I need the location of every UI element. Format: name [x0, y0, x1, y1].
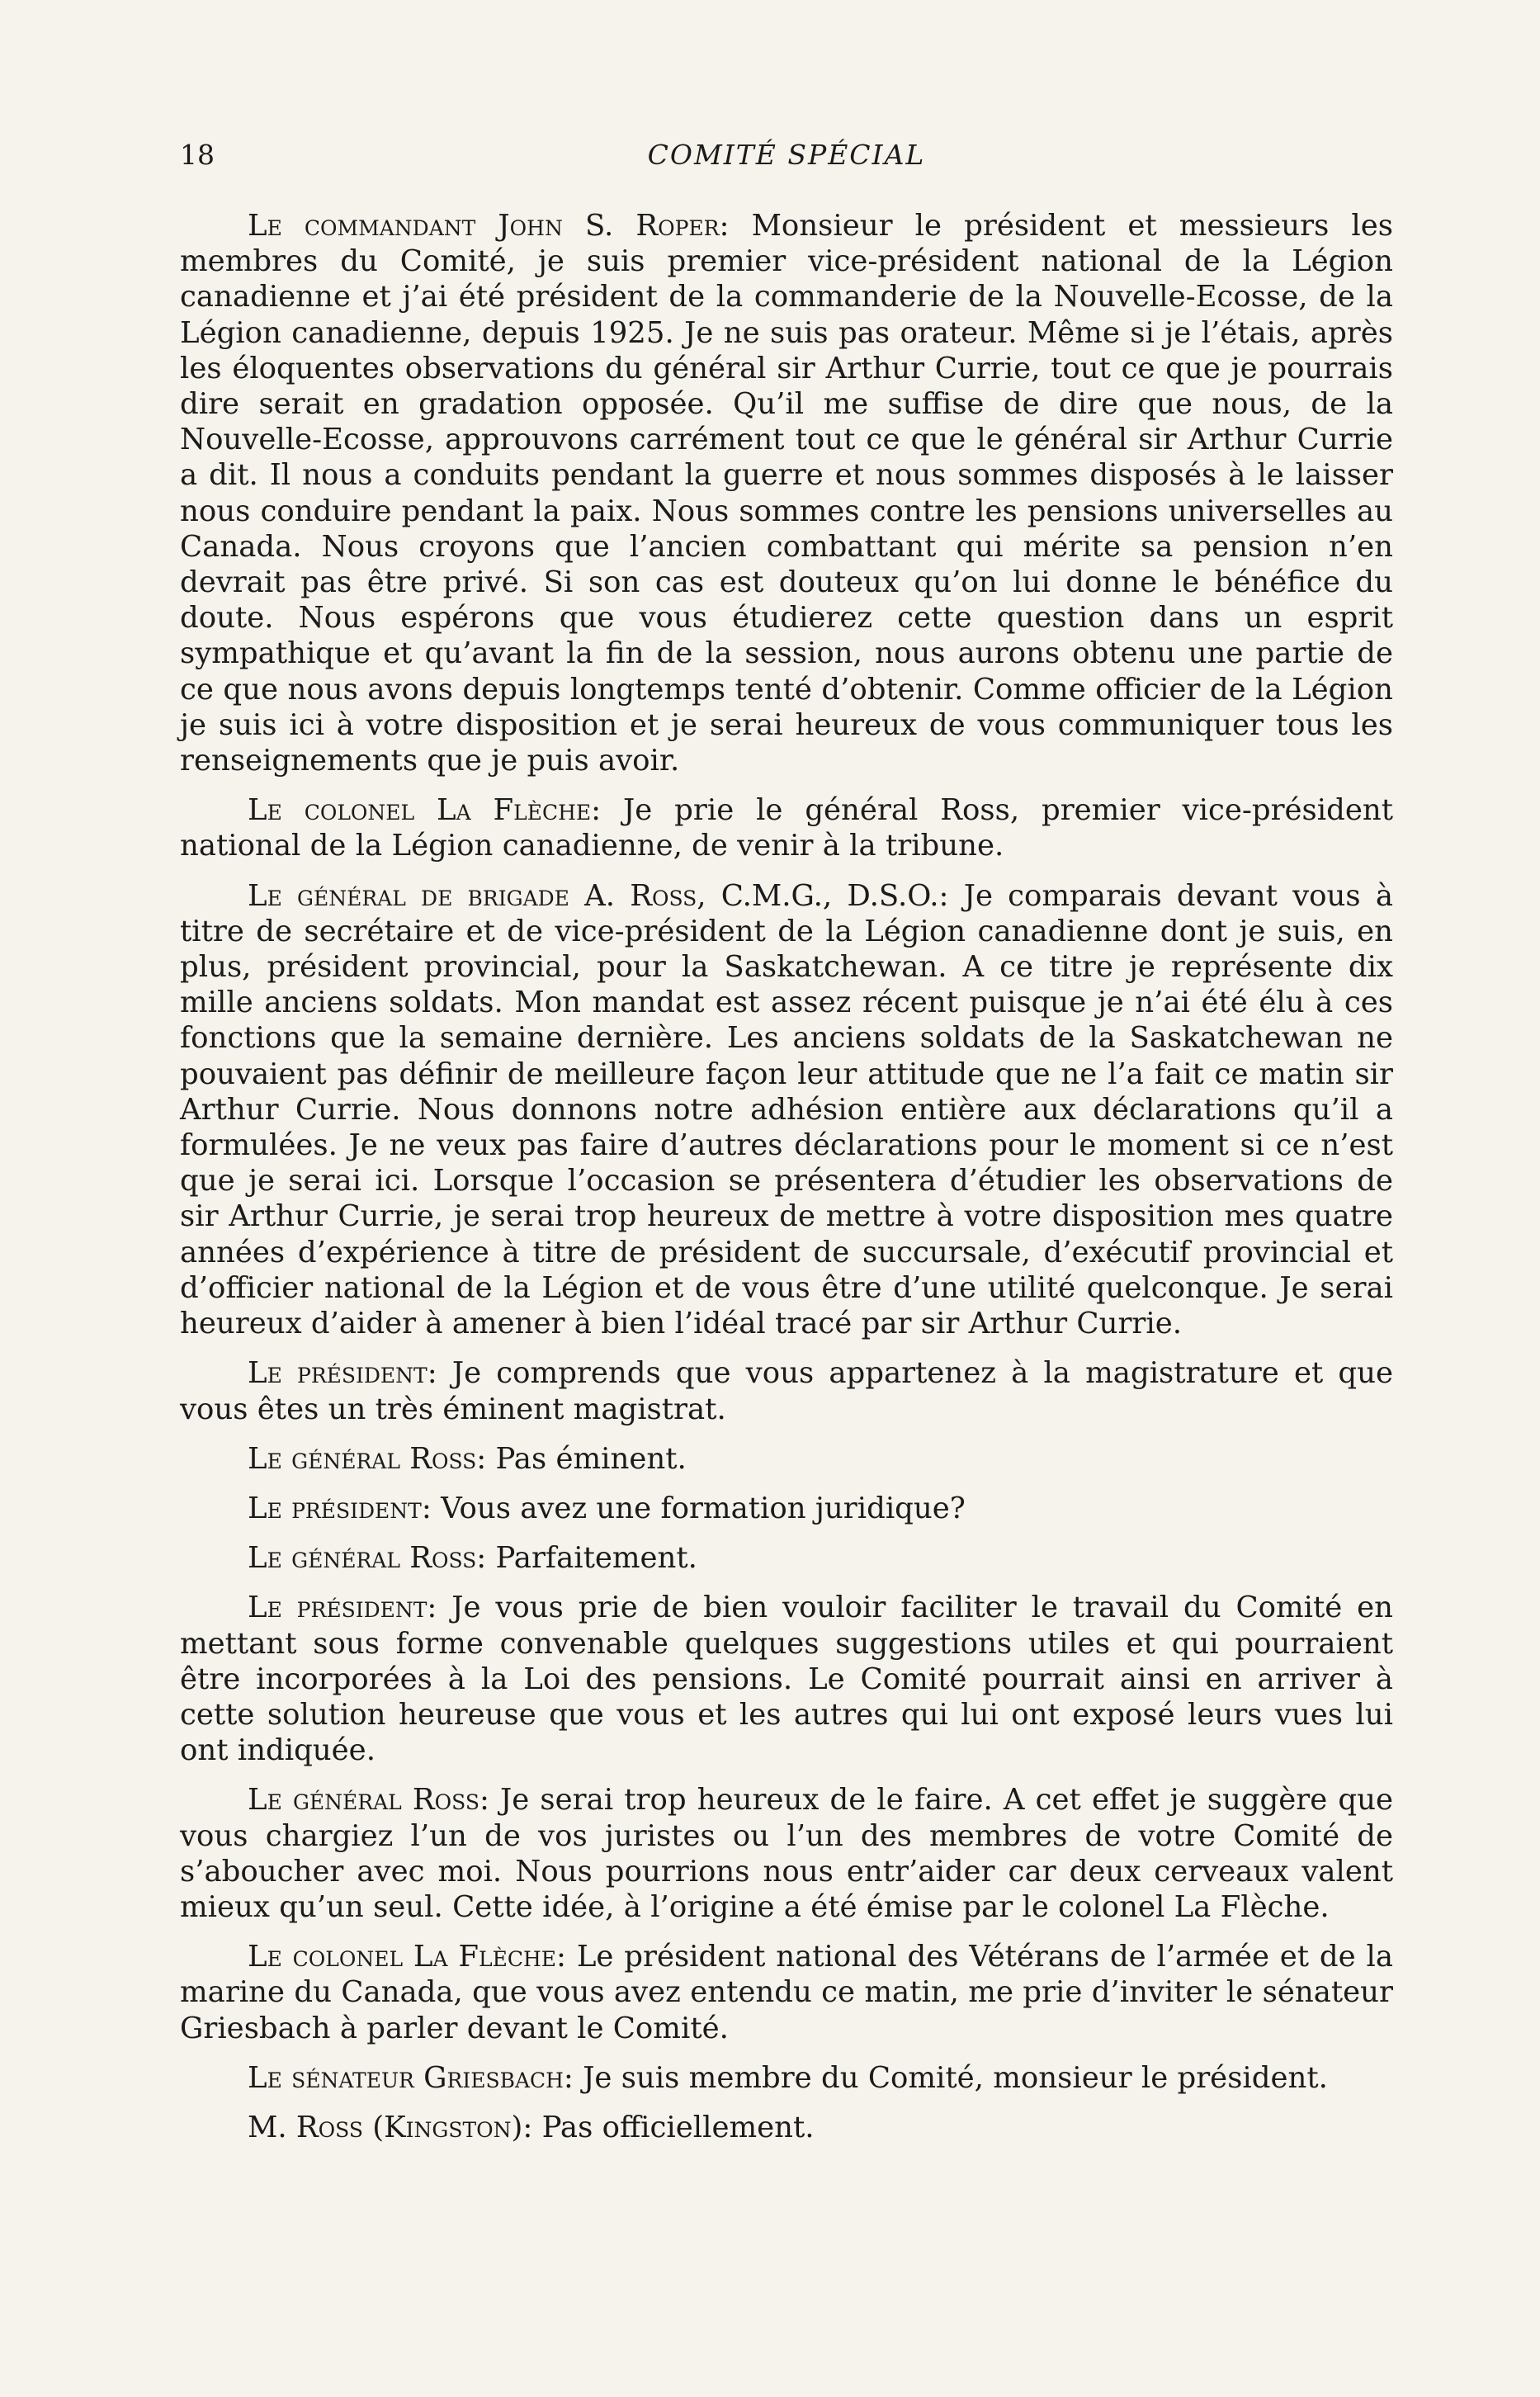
paragraph-text: Je comparais devant vous à titre de secrétaire et de vice-président de la Légion canadienne dont je suis, en plus, président provincial, pour la Saskatchewan. A ce titre je représente dix mille anciens soldats. Mon mandat est assez récent puisque je n’ai été élu à ces fonctions que la semaine dernière. Les anciens soldats de la Saskatchewan ne pouvaient pas définir de meilleure façon leur attitude que ne l’a fait ce matin sir Arthur Currie. Nous donnons notre adhésion entière aux déclarations qu’il a formulées. Je ne veux pas faire d’autres déclarations pour le moment si ce n’est que je serai ici. Lorsque l’occasion se présentera d’étudier les observations de sir Arthur Currie, je serai trop heureux de mettre à votre disposition mes quatre années d’expérience à titre de président de succursale, d’exécutif provincial et d’officier national de la Légion et de vous être d’une utilité quelconque. Je serai heureux d’aider à amener à bien l’idéal tracé par sir Arthur Currie. [180, 878, 1393, 1341]
paragraph-ross-kingston [180, 2110, 1393, 2145]
speaker-label: Le président: [248, 1491, 432, 1525]
speaker-label: Le sénateur Griesbach: [248, 2060, 574, 2095]
paragraph-text: Je prie le général Ross, premier vice-président national de la Légion canadienne, de venir à la tribune. [180, 793, 1393, 863]
paragraph-griesbach [180, 2060, 1393, 2096]
running-title: COMITÉ SPÉCIAL [647, 139, 926, 171]
running-head [180, 139, 1393, 178]
paragraph-la-fleche-1 [180, 792, 1393, 863]
paragraph-la-fleche-2 [180, 1939, 1393, 2046]
paragraph-ross-2 [180, 1441, 1393, 1477]
paragraph-text: Vous avez une formation juridique? [431, 1491, 966, 1525]
paragraph-president-2 [180, 1491, 1393, 1526]
paragraph-president-1 [180, 1355, 1393, 1426]
paragraph-text: Pas éminent. [486, 1441, 687, 1476]
speaker-label: Le général de brigade A. Ross, C.M.G., D.S.O.: [248, 878, 949, 913]
paragraph-text: Le président national des Vétérans de l’armée et de la marine du Canada, que vous avez entendu ce matin, me prie d’inviter le sénateur Griesbach à parler devant le Comité. [180, 1940, 1393, 2045]
paragraph-text: Je vous prie de bien vouloir faciliter le travail du Comité en mettant sous forme convenable quelques suggestions utiles et qui pourraient être incorporées à la Loi des pensions. Le Comité pourrait ainsi en arriver à cette solution heureuse que vous et les autres qui lui ont exposé leurs vues lui ont indiquée. [180, 1591, 1394, 1768]
paragraph-text: Je suis membre du Comité, monsieur le président. [573, 2060, 1328, 2095]
speaker-label: Le général Ross: [248, 1783, 489, 1818]
paragraph-text: Je comprends que vous appartenez à la magistrature et que vous êtes un très éminent magistrat. [180, 1356, 1394, 1426]
paragraph-text: Je serai trop heureux de le faire. A cet effet je suggère que vous chargiez l’un de vos juristes ou l’un des membres de votre Comité de s’aboucher avec moi. Nous pourrions nous entr’aider car deux cerveaux valent mieux qu’un seul. Cette idée, à l’origine a été émise par le colonel La Flèche. [180, 1783, 1393, 1924]
paragraph-ross-4 [180, 1782, 1393, 1925]
speaker-label: M. Ross (Kingston): [248, 2110, 533, 2144]
speaker-label: Le commandant John S. Roper: [248, 209, 730, 243]
speaker-label: Le président: [248, 1356, 437, 1391]
document-page [180, 139, 1393, 2159]
paragraph-roper [180, 208, 1393, 778]
speaker-label: Le colonel La Flèche: [248, 793, 602, 828]
paragraph-ross-3 [180, 1540, 1393, 1576]
paragraph-ross-1 [180, 878, 1393, 1342]
paragraph-president-3 [180, 1590, 1393, 1768]
page-number: 18 [180, 139, 215, 171]
speaker-label: Le général Ross: [248, 1441, 487, 1476]
paragraph-text: Pas officiellement. [532, 2110, 815, 2144]
paragraph-text: Monsieur le président et messieurs les membres du Comité, je suis premier vice-président national de la Légion canadienne et j’ai été président de la commanderie de la Nouvelle-Ecosse, de la Légion canadienne, depuis 1925. Je ne suis pas orateur. Même si je l’étais, après les éloquentes observations du général sir Arthur Currie, tout ce que je pourrais dire serait en gradation opposée. Qu’il me suffise de dire que nous, de la Nouvelle-Ecosse, approuvons carrément tout ce que le général sir Arthur Currie a dit. Il nous a conduits pendant la guerre et nous sommes disposés à le laisser nous conduire pendant la paix. Nous sommes contre les pensions universelles au Canada. Nous croyons que l’ancien combattant qui mérite sa pension n’en devrait pas être privé. Si son cas est douteux qu’on lui donne le bénéfice du doute. Nous espérons que vous étudierez cette question dans un esprit sympathique et qu’avant la fin de la session, nous aurons obtenu une partie de ce que nous avons depuis longtemps tenté d’obtenir. Comme officier de la Légion je suis ici à votre disposition et je serai heureux de vous communiquer tous les renseignements que je puis avoir. [180, 209, 1393, 778]
speaker-label: Le président: [248, 1591, 437, 1625]
speaker-label: Le général Ross: [248, 1541, 487, 1576]
speaker-label: Le colonel La Flèche: [248, 1940, 567, 1974]
paragraph-text: Parfaitement. [486, 1541, 697, 1576]
